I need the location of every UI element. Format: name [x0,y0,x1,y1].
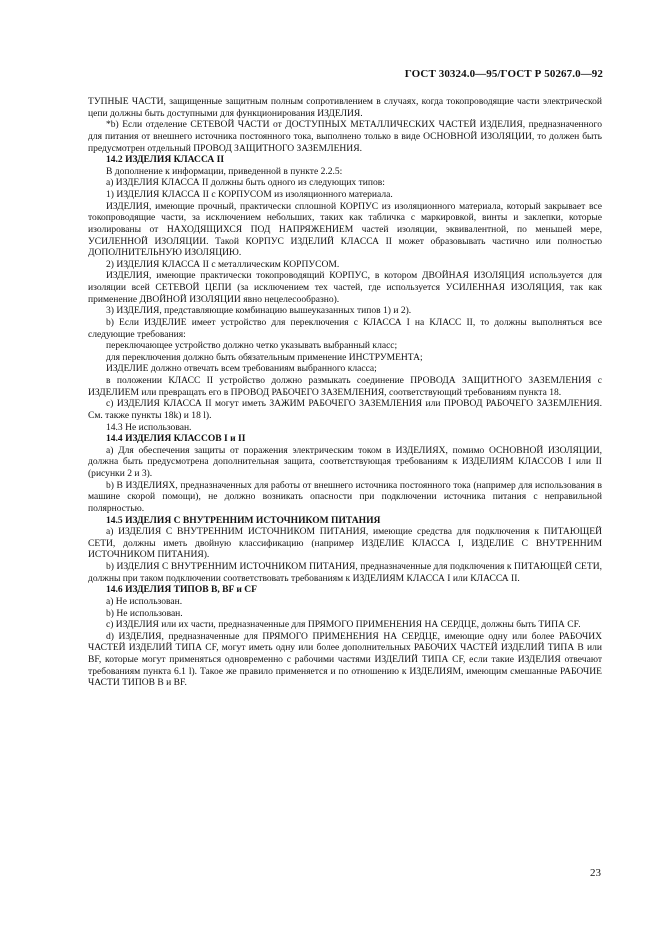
running-header: ГОСТ 30324.0—95/ГОСТ Р 50267.0—92 [404,68,603,80]
body-text [88,96,602,689]
paragraph: b) ИЗДЕЛИЯ С ВНУТРЕННИМ ИСТОЧНИКОМ ПИТАНИЯ, предназначенные для подключения к ПИТАЮЩЕЙ СЕТИ, должны при таком подключении соответствовать требованиям к ИЗДЕЛИЯМ КЛАССА I или КЛАССА II. [88,561,602,584]
paragraph: в положении КЛАСС II устройство должно размыкать соединение ПРОВОДА ЗАЩИТНОГО ЗАЗЕМЛЕНИЯ с ИЗДЕЛИЕМ или превращать его в ПРОВОД РАБОЧЕГО ЗАЗЕМЛЕНИЯ, соответствующий требованиям пункта 18. [88,375,602,398]
page-number: 23 [590,867,601,879]
paragraph: 3) ИЗДЕЛИЯ, представляющие комбинацию вышеуказанных типов 1) и 2). [106,305,412,317]
paragraph: b) В ИЗДЕЛИЯХ, предназначенных для работы от внешнего источника постоянного тока (например для использования в машине скорой помощи), не должно возникать опасности при подключении источника питания с неправильной полярностью. [88,479,602,514]
section-heading: 14.2 ИЗДЕЛИЯ КЛАССА II [106,154,225,166]
paragraph: В дополнение к информации, приведенной в пункте 2.2.5: [106,165,343,177]
paragraph: с) ИЗДЕЛИЯ или их части, предназначенные для ПРЯМОГО ПРИМЕНЕНИЯ НА СЕРДЦЕ, должны быть ТИПА CF. [106,619,581,631]
paragraph: ИЗДЕЛИЯ, имеющие прочный, практически сплошной КОРПУС из изоляционного материала, который закрывает все токопроводящие части, за исключением небольших, таких как табличка с маркировкой, винты и заклепки, которые изолированы от НАХОДЯЩИХСЯ ПОД НАПРЯЖЕНИЕМ частей изоляции, эквивалентной, по меньшей мере, УСИЛЕННОЙ ИЗОЛЯЦИИ. Такой КОРПУС ИЗДЕЛИЙ КЛАССА II может образовывать частично или полностью ДОПОЛНИТЕЛЬНУЮ ИЗОЛЯЦИЮ. [88,200,602,259]
paragraph: 1) ИЗДЕЛИЯ КЛАССА II с КОРПУСОМ из изоляционного материала. [106,189,393,200]
paragraph: а) ИЗДЕЛИЯ С ВНУТРЕННИМ ИСТОЧНИКОМ ПИТАНИЯ, имеющие средства для подключения к ПИТАЮЩЕЙ СЕТИ, должны иметь двойную классификацию (например ИЗДЕЛИЕ КЛАССА I, ИЗДЕЛИЕ С ВНУТРЕННИМ ИСТОЧНИКОМ ПИТАНИЯ). [88,526,602,561]
paragraph: а) Для обеспечения защиты от поражения электрическим током в ИЗДЕЛИЯХ, помимо ОСНОВНОЙ ИЗОЛЯЦИИ, должна быть предусмотрена дополнительная защита, соответствующая требованиям к ИЗДЕЛИЯМ КЛАССОВ I или II (рисунки 2 и 3). [88,444,602,479]
paragraph: 14.3 Не использован. [106,421,192,433]
paragraph: переключающее устройство должно четко указывать выбранный класс; [106,340,398,352]
paragraph: *b) Если отделение СЕТЕВОЙ ЧАСТИ от ДОСТУПНЫХ МЕТАЛЛИЧЕСКИХ ЧАСТЕЙ ИЗДЕЛИЯ, предназначенного для питания от внешнего источника постоянного тока, выполнено только в виде ОСНОВНОЙ ИЗОЛЯЦИИ, то должен быть предусмотрен отдельный ПРОВОД ЗАЩИТНОГО ЗАЗЕМЛЕНИЯ. [88,119,602,154]
paragraph: d) ИЗДЕЛИЯ, предназначенные для ПРЯМОГО ПРИМЕНЕНИЯ НА СЕРДЦЕ, имеющие одну или более РАБОЧИХ ЧАСТЕЙ ИЗДЕЛИЙ ТИПА CF, могут иметь одну или более дополнительных РАБОЧИХ ЧАСТЕЙ ИЗДЕЛИЙ ТИПА В или BF, которые могут применяться одновременно с рабочими частями ИЗДЕЛИЙ ТИПА CF, если такие ИЗДЕЛИЯ отвечают требованиям пункта 6.1 l). Такое же правило применяется и по отношению к ИЗДЕЛИЯМ, имеющим смешанные РАБОЧИЕ ЧАСТИ ТИПОВ В и BF. [88,630,602,689]
section-heading: 14.5 ИЗДЕЛИЯ С ВНУТРЕННИМ ИСТОЧНИКОМ ПИТАНИЯ [106,514,381,526]
paragraph: b) Не использован. [106,607,183,619]
paragraph: ТУПНЫЕ ЧАСТИ, защищенные защитным полным сопротивлением в случаях, когда токопроводящие части электрической цепи должны быть доступными для функционирования ИЗДЕЛИЯ. [88,96,602,119]
paragraph: ИЗДЕЛИЯ, имеющие практически токопроводящий КОРПУС, в котором ДВОЙНАЯ ИЗОЛЯЦИЯ используется для изоляции всей СЕТЕВОЙ ЦЕПИ (за исключением тех частей, где используется УСИЛЕННАЯ ИЗОЛЯЦИЯ, так как применение ДВОЙНОЙ ИЗОЛЯЦИИ явно нецелесообразно). [88,270,602,305]
paragraph: а) Не использован. [106,595,183,607]
paragraph: ИЗДЕЛИЕ должно отвечать всем требованиям выбранного класса; [106,363,377,375]
paragraph: для переключения должно быть обязательным применение ИНСТРУМЕНТА; [106,351,423,363]
paragraph: с) ИЗДЕЛИЯ КЛАССА II могут иметь ЗАЖИМ РАБОЧЕГО ЗАЗЕМЛЕНИЯ или ПРОВОД РАБОЧЕГО ЗАЗЕМЛЕНИЯ. См. также пункты 18k) и 18 l). [88,398,602,421]
section-heading: 14.6 ИЗДЕЛИЯ ТИПОВ В, BF и CF [106,584,257,596]
paragraph: а) ИЗДЕЛИЯ КЛАССА II должны быть одного из следующих типов: [106,177,385,189]
section-heading: 14.4 ИЗДЕЛИЯ КЛАССОВ I и II [106,433,246,445]
paragraph: 2) ИЗДЕЛИЯ КЛАССА II с металлическим КОРПУСОМ. [106,258,340,270]
paragraph: b) Если ИЗДЕЛИЕ имеет устройство для переключения с КЛАССА I на КЛАСС II, то должны выполняться все следующие требования: [88,316,602,340]
